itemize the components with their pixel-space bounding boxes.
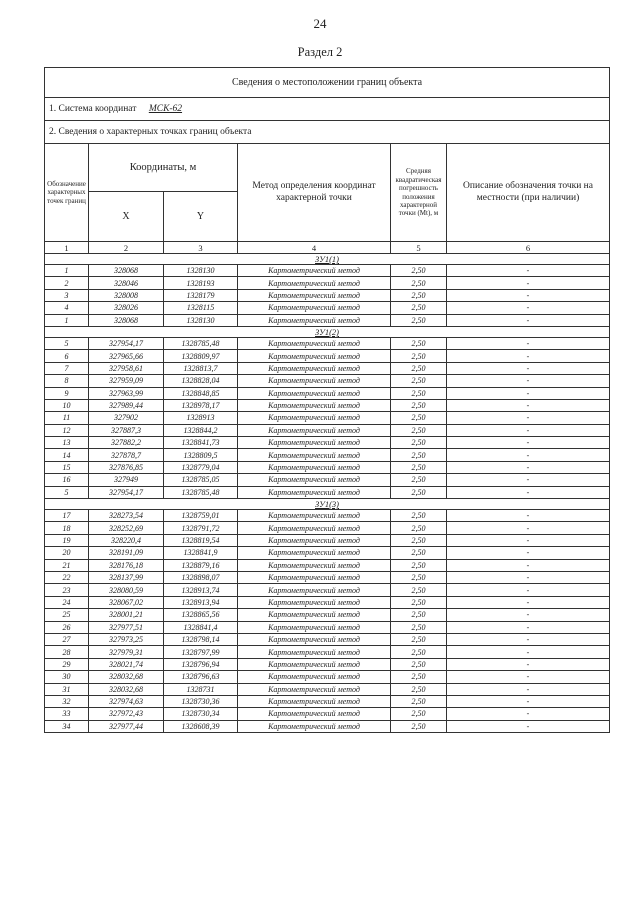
x-cell: 327973,25 xyxy=(89,633,164,645)
error-cell: 2,50 xyxy=(391,289,447,301)
x-cell: 328008 xyxy=(89,289,164,301)
x-cell: 328176,18 xyxy=(89,559,164,571)
point-number-cell: 29 xyxy=(45,658,89,670)
table-row xyxy=(45,510,610,522)
page-number: 24 xyxy=(313,16,327,31)
table-row xyxy=(45,486,610,498)
y-cell: 1328809,5 xyxy=(164,449,238,461)
table-row xyxy=(45,671,610,683)
y-cell: 1328879,16 xyxy=(164,559,238,571)
y-cell: 1328130 xyxy=(164,314,238,326)
method-cell: Картометрический метод xyxy=(238,633,391,645)
description-cell: - xyxy=(447,399,610,411)
error-cell: 2,50 xyxy=(391,449,447,461)
group-label: ЗУ1(2) xyxy=(45,326,610,337)
x-cell: 328046 xyxy=(89,277,164,289)
table-row xyxy=(45,461,610,473)
description-cell: - xyxy=(447,449,610,461)
error-cell: 2,50 xyxy=(391,375,447,387)
table-row xyxy=(45,534,610,546)
coord-system-label: 1. Система координат xyxy=(49,104,137,114)
error-cell: 2,50 xyxy=(391,474,447,486)
point-number-cell: 13 xyxy=(45,437,89,449)
error-cell: 2,50 xyxy=(391,534,447,546)
table-row xyxy=(45,621,610,633)
method-cell: Картометрический метод xyxy=(238,449,391,461)
error-cell: 2,50 xyxy=(391,571,447,583)
method-cell: Картометрический метод xyxy=(238,522,391,534)
points-heading: 2. Сведения о характерных точках границ объекта xyxy=(45,121,610,144)
method-cell: Картометрический метод xyxy=(238,646,391,658)
error-cell: 2,50 xyxy=(391,337,447,349)
header-point-designation: Обозначение характерных точек границ xyxy=(45,144,89,242)
error-cell: 2,50 xyxy=(391,424,447,436)
description-cell: - xyxy=(447,695,610,707)
x-cell: 328137,99 xyxy=(89,571,164,583)
table-title: Сведения о местоположении границ объекта xyxy=(45,68,610,98)
y-cell: 1328730,36 xyxy=(164,695,238,707)
point-number-cell: 11 xyxy=(45,412,89,424)
point-number-cell: 5 xyxy=(45,486,89,498)
x-cell: 327958,61 xyxy=(89,362,164,374)
description-cell: - xyxy=(447,683,610,695)
description-cell: - xyxy=(447,559,610,571)
method-cell: Картометрический метод xyxy=(238,486,391,498)
x-cell: 328032,68 xyxy=(89,683,164,695)
table-row xyxy=(45,387,610,399)
y-cell: 1328797,99 xyxy=(164,646,238,658)
error-cell: 2,50 xyxy=(391,708,447,720)
x-cell: 327959,09 xyxy=(89,375,164,387)
point-number-cell: 4 xyxy=(45,302,89,314)
point-number-cell: 21 xyxy=(45,559,89,571)
error-cell: 2,50 xyxy=(391,633,447,645)
method-cell: Картометрический метод xyxy=(238,720,391,732)
y-cell: 1328841,73 xyxy=(164,437,238,449)
coord-system-value: МСК-62 xyxy=(148,104,183,114)
y-cell: 1328809,97 xyxy=(164,350,238,362)
description-cell: - xyxy=(447,314,610,326)
y-cell: 1328179 xyxy=(164,289,238,301)
x-cell: 328032,68 xyxy=(89,671,164,683)
error-cell: 2,50 xyxy=(391,559,447,571)
column-number: 4 xyxy=(238,242,391,254)
table-row xyxy=(45,424,610,436)
table-row xyxy=(45,337,610,349)
y-cell: 1328841,4 xyxy=(164,621,238,633)
column-number: 3 xyxy=(164,242,238,254)
point-number-cell: 9 xyxy=(45,387,89,399)
table-row xyxy=(45,437,610,449)
method-cell: Картометрический метод xyxy=(238,412,391,424)
x-cell: 327977,51 xyxy=(89,621,164,633)
table-row xyxy=(45,571,610,583)
description-cell: - xyxy=(447,534,610,546)
description-cell: - xyxy=(447,510,610,522)
method-cell: Картометрический метод xyxy=(238,621,391,633)
point-number-cell: 5 xyxy=(45,337,89,349)
method-cell: Картометрический метод xyxy=(238,510,391,522)
y-cell: 1328779,04 xyxy=(164,461,238,473)
point-number-cell: 34 xyxy=(45,720,89,732)
point-number-cell: 22 xyxy=(45,571,89,583)
description-cell: - xyxy=(447,571,610,583)
method-cell: Картометрический метод xyxy=(238,265,391,277)
x-cell: 327949 xyxy=(89,474,164,486)
table-row xyxy=(45,412,610,424)
error-cell: 2,50 xyxy=(391,437,447,449)
x-cell: 327954,17 xyxy=(89,337,164,349)
method-cell: Картометрический метод xyxy=(238,289,391,301)
column-number: 6 xyxy=(447,242,610,254)
point-number-cell: 1 xyxy=(45,265,89,277)
point-number-cell: 24 xyxy=(45,596,89,608)
x-cell: 327876,85 xyxy=(89,461,164,473)
y-cell: 1328731 xyxy=(164,683,238,695)
error-cell: 2,50 xyxy=(391,399,447,411)
y-cell: 1328796,94 xyxy=(164,658,238,670)
x-cell: 327972,43 xyxy=(89,708,164,720)
y-cell: 1328785,05 xyxy=(164,474,238,486)
description-cell: - xyxy=(447,621,610,633)
description-cell: - xyxy=(447,289,610,301)
method-cell: Картометрический метод xyxy=(238,314,391,326)
table-row xyxy=(45,658,610,670)
y-cell: 1328913,94 xyxy=(164,596,238,608)
group-row xyxy=(45,326,610,337)
x-cell: 328067,02 xyxy=(89,596,164,608)
table-row xyxy=(45,584,610,596)
error-cell: 2,50 xyxy=(391,547,447,559)
point-number-cell: 26 xyxy=(45,621,89,633)
method-cell: Картометрический метод xyxy=(238,695,391,707)
description-cell: - xyxy=(447,720,610,732)
method-cell: Картометрический метод xyxy=(238,277,391,289)
error-cell: 2,50 xyxy=(391,302,447,314)
error-cell: 2,50 xyxy=(391,596,447,608)
group-label: ЗУ1(1) xyxy=(45,254,610,265)
x-cell: 328026 xyxy=(89,302,164,314)
point-number-cell: 7 xyxy=(45,362,89,374)
x-cell: 327974,63 xyxy=(89,695,164,707)
y-cell: 1328841,9 xyxy=(164,547,238,559)
y-cell: 1328798,14 xyxy=(164,633,238,645)
description-cell: - xyxy=(447,437,610,449)
table-row xyxy=(45,522,610,534)
point-number-cell: 16 xyxy=(45,474,89,486)
description-cell: - xyxy=(447,337,610,349)
x-cell: 327977,44 xyxy=(89,720,164,732)
x-cell: 328080,59 xyxy=(89,584,164,596)
point-number-cell: 31 xyxy=(45,683,89,695)
method-cell: Картометрический метод xyxy=(238,302,391,314)
point-number-cell: 10 xyxy=(45,399,89,411)
method-cell: Картометрический метод xyxy=(238,584,391,596)
x-cell: 328220,4 xyxy=(89,534,164,546)
error-cell: 2,50 xyxy=(391,671,447,683)
description-cell: - xyxy=(447,265,610,277)
y-cell: 1328813,7 xyxy=(164,362,238,374)
error-cell: 2,50 xyxy=(391,314,447,326)
table-row xyxy=(45,646,610,658)
description-cell: - xyxy=(447,474,610,486)
description-cell: - xyxy=(447,547,610,559)
method-cell: Картометрический метод xyxy=(238,609,391,621)
table-row xyxy=(45,474,610,486)
point-number-cell: 14 xyxy=(45,449,89,461)
method-cell: Картометрический метод xyxy=(238,658,391,670)
method-cell: Картометрический метод xyxy=(238,461,391,473)
y-cell: 1328913 xyxy=(164,412,238,424)
column-numbers-row xyxy=(45,242,610,254)
boundary-points-table xyxy=(44,67,610,733)
y-cell: 1328978,17 xyxy=(164,399,238,411)
point-number-cell: 8 xyxy=(45,375,89,387)
method-cell: Картометрический метод xyxy=(238,559,391,571)
y-cell: 1328819,54 xyxy=(164,534,238,546)
point-number-cell: 1 xyxy=(45,314,89,326)
coord-system-row xyxy=(45,98,610,121)
error-cell: 2,50 xyxy=(391,695,447,707)
method-cell: Картометрический метод xyxy=(238,547,391,559)
y-cell: 1328913,74 xyxy=(164,584,238,596)
table-row xyxy=(45,375,610,387)
point-number-cell: 17 xyxy=(45,510,89,522)
error-cell: 2,50 xyxy=(391,277,447,289)
description-cell: - xyxy=(447,375,610,387)
header-description: Описание обозначения точки на местности (при наличии) xyxy=(447,144,610,242)
error-cell: 2,50 xyxy=(391,461,447,473)
method-cell: Картометрический метод xyxy=(238,350,391,362)
description-cell: - xyxy=(447,596,610,608)
description-cell: - xyxy=(447,424,610,436)
point-number-cell: 23 xyxy=(45,584,89,596)
table-row xyxy=(45,559,610,571)
group-label: ЗУ1(3) xyxy=(45,499,610,510)
point-number-cell: 3 xyxy=(45,289,89,301)
x-cell: 327979,31 xyxy=(89,646,164,658)
description-cell: - xyxy=(447,277,610,289)
description-cell: - xyxy=(447,646,610,658)
table-row xyxy=(45,547,610,559)
error-cell: 2,50 xyxy=(391,720,447,732)
point-number-cell: 15 xyxy=(45,461,89,473)
y-cell: 1328193 xyxy=(164,277,238,289)
group-row xyxy=(45,499,610,510)
description-cell: - xyxy=(447,387,610,399)
x-cell: 327989,44 xyxy=(89,399,164,411)
error-cell: 2,50 xyxy=(391,265,447,277)
error-cell: 2,50 xyxy=(391,621,447,633)
table-row xyxy=(45,633,610,645)
method-cell: Картометрический метод xyxy=(238,375,391,387)
x-cell: 327902 xyxy=(89,412,164,424)
table-row xyxy=(45,302,610,314)
description-cell: - xyxy=(447,350,610,362)
table-row xyxy=(45,350,610,362)
x-cell: 328273,54 xyxy=(89,510,164,522)
error-cell: 2,50 xyxy=(391,522,447,534)
error-cell: 2,50 xyxy=(391,658,447,670)
table-row xyxy=(45,289,610,301)
header-mean-error: Средняя квадратическая погрешность положения характерной точки (Мt), м xyxy=(391,144,447,242)
y-cell: 1328828,04 xyxy=(164,375,238,387)
description-cell: - xyxy=(447,633,610,645)
table-row xyxy=(45,596,610,608)
table-row xyxy=(45,399,610,411)
description-cell: - xyxy=(447,362,610,374)
description-cell: - xyxy=(447,658,610,670)
error-cell: 2,50 xyxy=(391,683,447,695)
table-row xyxy=(45,720,610,732)
error-cell: 2,50 xyxy=(391,646,447,658)
point-number-cell: 27 xyxy=(45,633,89,645)
error-cell: 2,50 xyxy=(391,609,447,621)
column-number: 2 xyxy=(89,242,164,254)
table-row xyxy=(45,449,610,461)
x-cell: 328068 xyxy=(89,314,164,326)
point-number-cell: 12 xyxy=(45,424,89,436)
x-cell: 327963,99 xyxy=(89,387,164,399)
point-number-cell: 30 xyxy=(45,671,89,683)
description-cell: - xyxy=(447,486,610,498)
y-cell: 1328796,63 xyxy=(164,671,238,683)
method-cell: Картометрический метод xyxy=(238,683,391,695)
column-number: 1 xyxy=(45,242,89,254)
description-cell: - xyxy=(447,708,610,720)
table-row xyxy=(45,362,610,374)
y-cell: 1328898,07 xyxy=(164,571,238,583)
x-cell: 327887,3 xyxy=(89,424,164,436)
description-cell: - xyxy=(447,412,610,424)
error-cell: 2,50 xyxy=(391,510,447,522)
error-cell: 2,50 xyxy=(391,412,447,424)
x-cell: 327954,17 xyxy=(89,486,164,498)
point-number-cell: 20 xyxy=(45,547,89,559)
y-cell: 1328785,48 xyxy=(164,486,238,498)
point-number-cell: 18 xyxy=(45,522,89,534)
description-cell: - xyxy=(447,461,610,473)
table-row xyxy=(45,695,610,707)
method-cell: Картометрический метод xyxy=(238,399,391,411)
y-cell: 1328115 xyxy=(164,302,238,314)
header-method: Метод определения координат характерной точки xyxy=(238,144,391,242)
table-row xyxy=(45,265,610,277)
point-number-cell: 33 xyxy=(45,708,89,720)
method-cell: Картометрический метод xyxy=(238,596,391,608)
point-number-cell: 25 xyxy=(45,609,89,621)
table-row xyxy=(45,314,610,326)
x-cell: 327882,2 xyxy=(89,437,164,449)
y-cell: 1328844,2 xyxy=(164,424,238,436)
y-cell: 1328130 xyxy=(164,265,238,277)
x-cell: 328191,09 xyxy=(89,547,164,559)
point-number-cell: 28 xyxy=(45,646,89,658)
description-cell: - xyxy=(447,609,610,621)
y-cell: 1328759,01 xyxy=(164,510,238,522)
description-cell: - xyxy=(447,522,610,534)
description-cell: - xyxy=(447,671,610,683)
method-cell: Картометрический метод xyxy=(238,387,391,399)
table-row xyxy=(45,277,610,289)
header-y: Y xyxy=(164,192,238,242)
table-row xyxy=(45,609,610,621)
point-number-cell: 19 xyxy=(45,534,89,546)
error-cell: 2,50 xyxy=(391,486,447,498)
error-cell: 2,50 xyxy=(391,387,447,399)
method-cell: Картометрический метод xyxy=(238,437,391,449)
x-cell: 328252,69 xyxy=(89,522,164,534)
error-cell: 2,50 xyxy=(391,362,447,374)
y-cell: 1328865,56 xyxy=(164,609,238,621)
method-cell: Картометрический метод xyxy=(238,708,391,720)
error-cell: 2,50 xyxy=(391,584,447,596)
error-cell: 2,50 xyxy=(391,350,447,362)
column-number: 5 xyxy=(391,242,447,254)
point-number-cell: 6 xyxy=(45,350,89,362)
y-cell: 1328785,48 xyxy=(164,337,238,349)
y-cell: 1328608,39 xyxy=(164,720,238,732)
x-cell: 328068 xyxy=(89,265,164,277)
group-row xyxy=(45,254,610,265)
header-x: X xyxy=(89,192,164,242)
method-cell: Картометрический метод xyxy=(238,337,391,349)
x-cell: 328001,21 xyxy=(89,609,164,621)
y-cell: 1328730,34 xyxy=(164,708,238,720)
method-cell: Картометрический метод xyxy=(238,424,391,436)
y-cell: 1328848,85 xyxy=(164,387,238,399)
method-cell: Картометрический метод xyxy=(238,362,391,374)
method-cell: Картометрический метод xyxy=(238,671,391,683)
section-title: Раздел 2 xyxy=(297,45,343,59)
table-row xyxy=(45,708,610,720)
method-cell: Картометрический метод xyxy=(238,474,391,486)
y-cell: 1328791,72 xyxy=(164,522,238,534)
point-number-cell: 32 xyxy=(45,695,89,707)
x-cell: 327965,66 xyxy=(89,350,164,362)
header-coordinates: Координаты, м xyxy=(89,144,238,192)
table-row xyxy=(45,683,610,695)
point-number-cell: 2 xyxy=(45,277,89,289)
method-cell: Картометрический метод xyxy=(238,571,391,583)
description-cell: - xyxy=(447,302,610,314)
x-cell: 327878,7 xyxy=(89,449,164,461)
description-cell: - xyxy=(447,584,610,596)
method-cell: Картометрический метод xyxy=(238,534,391,546)
x-cell: 328021,74 xyxy=(89,658,164,670)
